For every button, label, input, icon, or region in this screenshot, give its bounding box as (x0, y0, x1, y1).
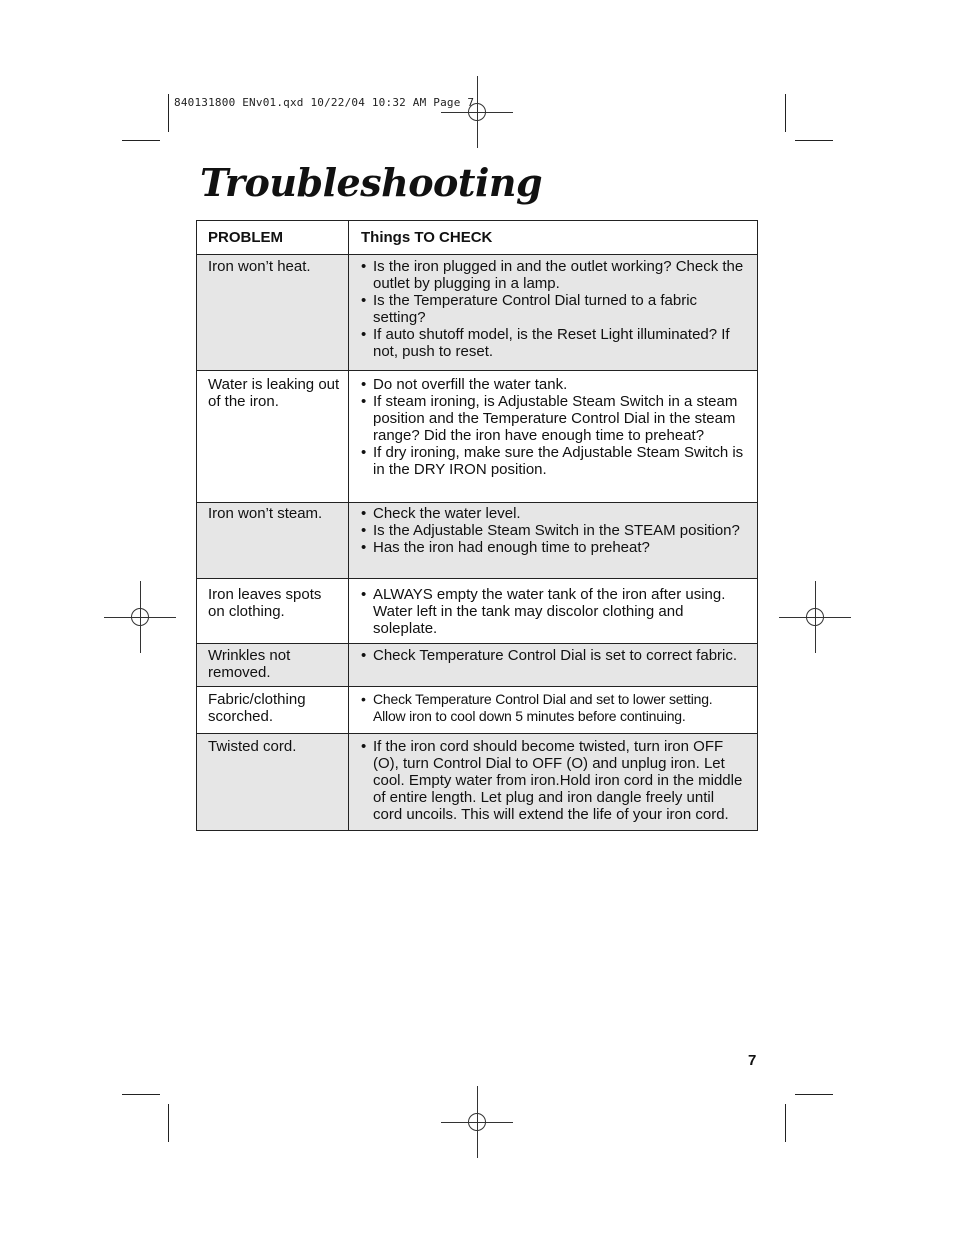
check-item: • Is the iron plugged in and the outlet working? Check the outlet by plugging in a lamp. (361, 258, 747, 292)
check-cell (349, 687, 758, 734)
problem-cell: Fabric/clothing scorched. (197, 687, 349, 734)
table-row (197, 255, 758, 371)
check-item: • Is the Temperature Control Dial turned to a fabric setting? (361, 292, 747, 326)
column-header-things-to-check: Things TO CHECK (349, 221, 758, 255)
check-item: • Do not overfill the water tank. (361, 376, 747, 393)
registration-mark-bottom-icon (459, 1104, 495, 1140)
check-cell (349, 503, 758, 579)
table-row (197, 734, 758, 831)
table-row (197, 503, 758, 579)
crop-mark-bottom-right-vertical (785, 1104, 786, 1142)
troubleshooting-table (196, 220, 758, 831)
crop-mark-bottom-left-vertical (168, 1104, 169, 1142)
check-item: • Check Temperature Control Dial is set to correct fabric. (361, 647, 747, 664)
crop-mark-top-left-vertical (168, 94, 169, 132)
problem-cell: Iron won’t steam. (197, 503, 349, 579)
check-item: • Check the water level. (361, 505, 747, 522)
problem-cell: Twisted cord. (197, 734, 349, 831)
registration-mark-top-icon (459, 94, 495, 130)
check-cell (349, 371, 758, 503)
crop-mark-bottom-right-horizontal (795, 1094, 833, 1095)
problem-cell: Wrinkles not removed. (197, 644, 349, 687)
page-title: Troubleshooting (200, 160, 543, 205)
check-cell (349, 734, 758, 831)
crop-mark-bottom-left-horizontal (122, 1094, 160, 1095)
check-item: • Check Temperature Control Dial and set to lower setting. Allow iron to cool down 5 minutes before continuing. (361, 691, 747, 725)
registration-mark-left-icon (122, 599, 158, 635)
check-item: • If steam ironing, is Adjustable Steam Switch in a steam position and the Temperature Control Dial in the steam range? Did the iron have enough time to preheat? (361, 393, 747, 444)
column-header-problem: PROBLEM (197, 221, 349, 255)
check-cell (349, 579, 758, 644)
check-item: • Is the Adjustable Steam Switch in the STEAM position? (361, 522, 747, 539)
check-item: • Has the iron had enough time to preheat? (361, 539, 747, 556)
check-item: • ALWAYS empty the water tank of the iron after using. Water left in the tank may discolor clothing and soleplate. (361, 586, 747, 637)
check-cell (349, 255, 758, 371)
crop-mark-top-right-horizontal (795, 140, 833, 141)
problem-cell: Water is leaking out of the iron. (197, 371, 349, 503)
table-row (197, 687, 758, 734)
problem-cell: Iron leaves spots on clothing. (197, 579, 349, 644)
table-row (197, 644, 758, 687)
table-row (197, 371, 758, 503)
check-item: • If the iron cord should become twisted, turn iron OFF (O), turn Control Dial to OFF (O) and unplug iron. Let cool. Empty water from iron.Hold iron cord in the middle of entire length. Let plug and iron dangle freely until cord uncoils. This will extend the life of your iron cord. (361, 738, 747, 823)
check-cell (349, 644, 758, 687)
table-row (197, 579, 758, 644)
crop-mark-top-right-vertical (785, 94, 786, 132)
problem-cell: Iron won’t heat. (197, 255, 349, 371)
table-header-row (197, 221, 758, 255)
printer-slug-line: 840131800 ENv01.qxd 10/22/04 10:32 AM Page 7 (174, 96, 475, 109)
check-item: • If auto shutoff model, is the Reset Light illuminated? If not, push to reset. (361, 326, 747, 360)
crop-mark-top-left-horizontal (122, 140, 160, 141)
page-number: 7 (748, 1052, 757, 1069)
registration-mark-right-icon (797, 599, 833, 635)
check-item: • If dry ironing, make sure the Adjustable Steam Switch is in the DRY IRON position. (361, 444, 747, 478)
